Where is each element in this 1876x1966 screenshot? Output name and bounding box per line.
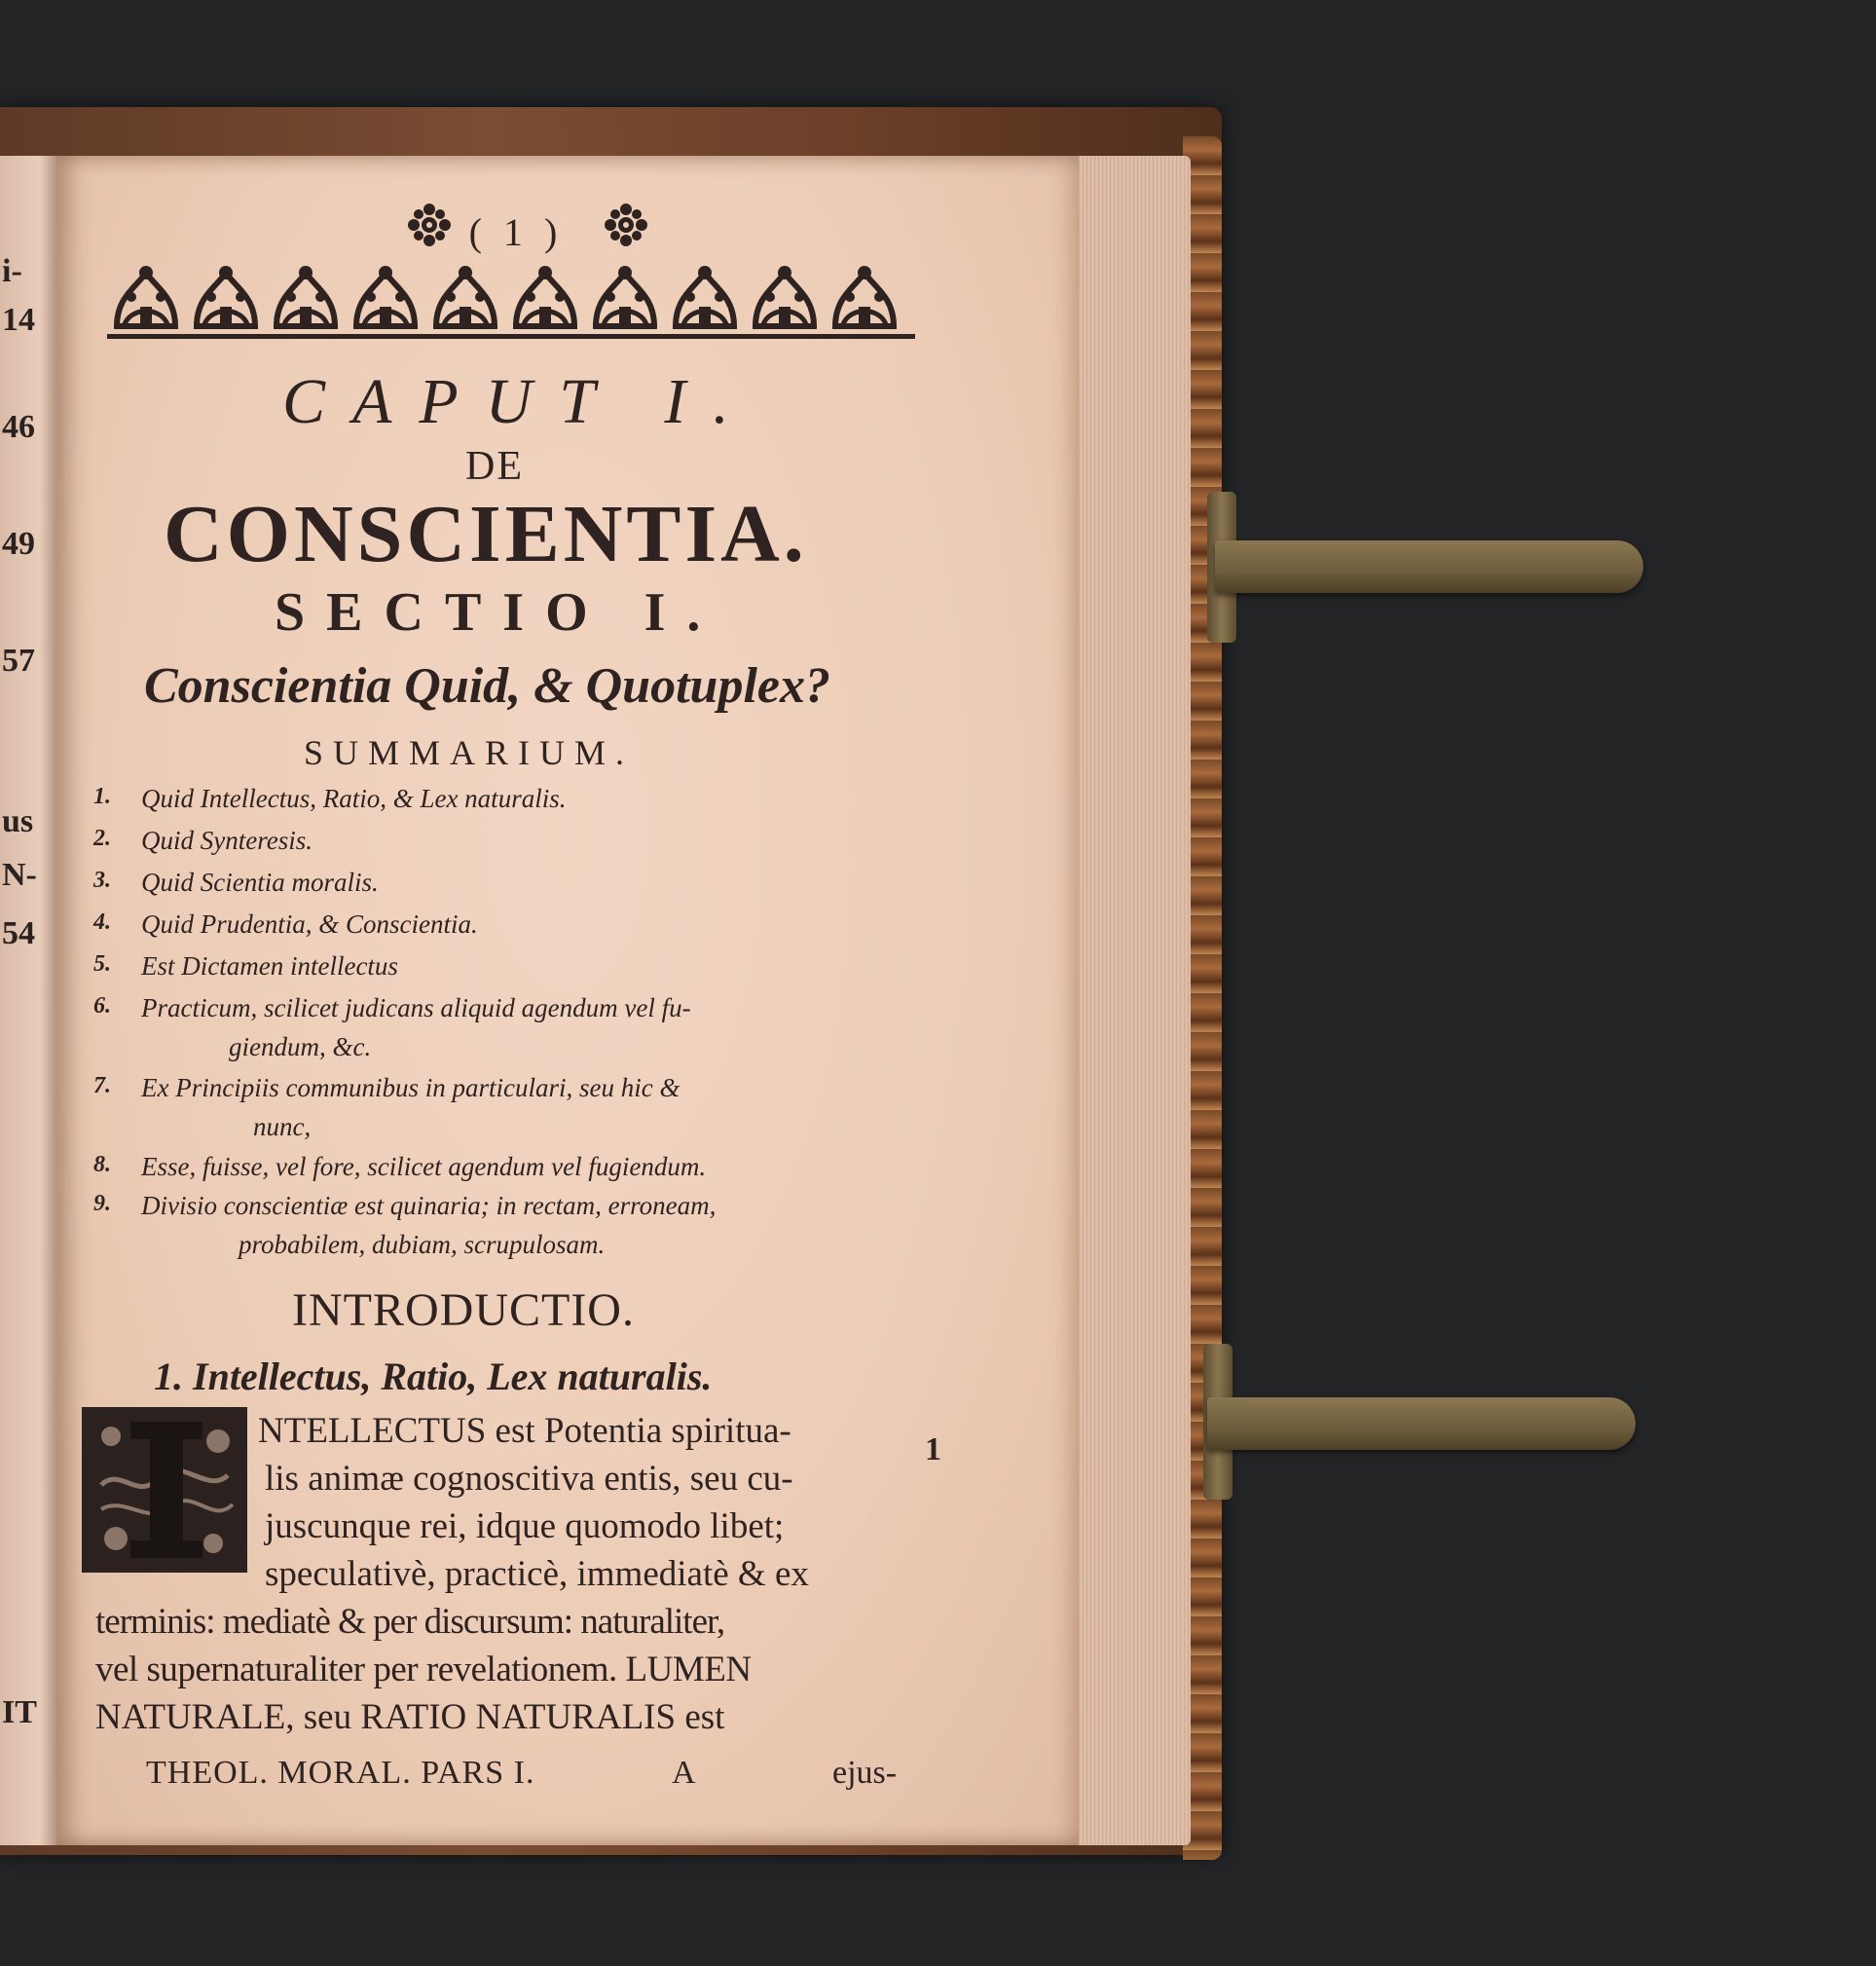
body-text-line: NTELLECTUS est Potentia spiritua- [258, 1411, 791, 1451]
catchword: ejus- [832, 1755, 898, 1791]
page-edges [1076, 156, 1191, 1845]
left-fragment: 54 [2, 915, 35, 951]
introduction-subheading: 1. Intellectus, Ratio, Lex naturalis. [154, 1354, 713, 1398]
signature-mark: A [672, 1755, 696, 1791]
running-title: THEOL. MORAL. PARS I. [146, 1755, 535, 1791]
left-fragment: i- [2, 253, 22, 289]
upper-clasp [1215, 540, 1643, 593]
de-heading: DE [465, 444, 524, 489]
summary-heading: SUMMARIUM. [304, 733, 635, 772]
left-fragment: 49 [2, 526, 35, 562]
body-text-line: speculativè, practicè, immediatè & ex [265, 1554, 809, 1594]
left-fragment: IT [2, 1694, 37, 1730]
lower-clasp [1207, 1397, 1636, 1450]
section-heading: SECTIO I. [275, 582, 722, 643]
left-fragment: 57 [2, 643, 35, 679]
section-question: Conscientia Quid, & Quotuplex? [144, 658, 830, 714]
left-fragment: N- [2, 857, 37, 893]
margin-paragraph-number: 1 [925, 1431, 941, 1467]
flower-ornament-icon [604, 203, 648, 247]
left-fragment: us [2, 803, 34, 839]
book-photo: i- 14 46 49 57 us N- 54 IT ( 1 ) CAPUT I. DE CONSCIENTIA. SECTIO I. Conscientia Quid, & Quotuplex? SUMMARIUM. 1. Quid Intellectus, Ratio, & Lex naturalis. 2. Quid Synteresis. 3. Quid Scientia moralis. 4. Quid Prudentia, & Conscientia. 5. Est Dictamen intellectus 6. Practicum, scilicet judicans aliquid agendum vel fu- giendum, &c. 7. Ex Principiis communibus in particulari, seu hic & nunc, 8. Esse, fuisse, vel fore, scilicet agendum vel fugiendum. 9. Divisio conscientiæ est quinaria; in rectam, erroneam, probabilem, dubiam, scrupulosam. INTRODUCTIO. 1. Intellectus, Ratio, Lex naturalis. 1 NTELLECTUS est Potentia spiritua- lis animæ cognoscitiva entis, seu cu- juscunque rei, idque quomodo libet; speculativè, practicè, immediatè & ex terminis: mediatè & per discursum: naturaliter, vel supernaturaliter per revelationem. LUMEN NATURALE, seu RATIO NATURALIS est THEOL. MORAL. PARS I. A ejus- [0, 0, 1876, 1966]
left-page-fragment [0, 156, 56, 1845]
headpiece-ornament [107, 258, 915, 341]
chapter-heading: CAPUT I. [282, 366, 756, 437]
chapter-title: CONSCIENTIA. [164, 489, 808, 579]
introduction-heading: INTRODUCTIO. [292, 1284, 635, 1336]
body-text-line: vel supernaturaliter per revelationem. LUMEN [95, 1650, 752, 1689]
left-fragment: 14 [2, 302, 35, 338]
page-number: ( 1 ) [468, 210, 564, 254]
body-text-line: lis animæ cognoscitiva entis, seu cu- [265, 1459, 793, 1499]
body-text-line: terminis: mediatè & per discursum: naturaliter, [95, 1602, 725, 1642]
left-fragment: 46 [2, 409, 35, 445]
body-text-line: NATURALE, seu RATIO NATURALIS est [95, 1697, 725, 1737]
decorated-initial-i [82, 1407, 247, 1573]
body-text-line: juscunque rei, idque quomodo libet; [265, 1506, 785, 1546]
